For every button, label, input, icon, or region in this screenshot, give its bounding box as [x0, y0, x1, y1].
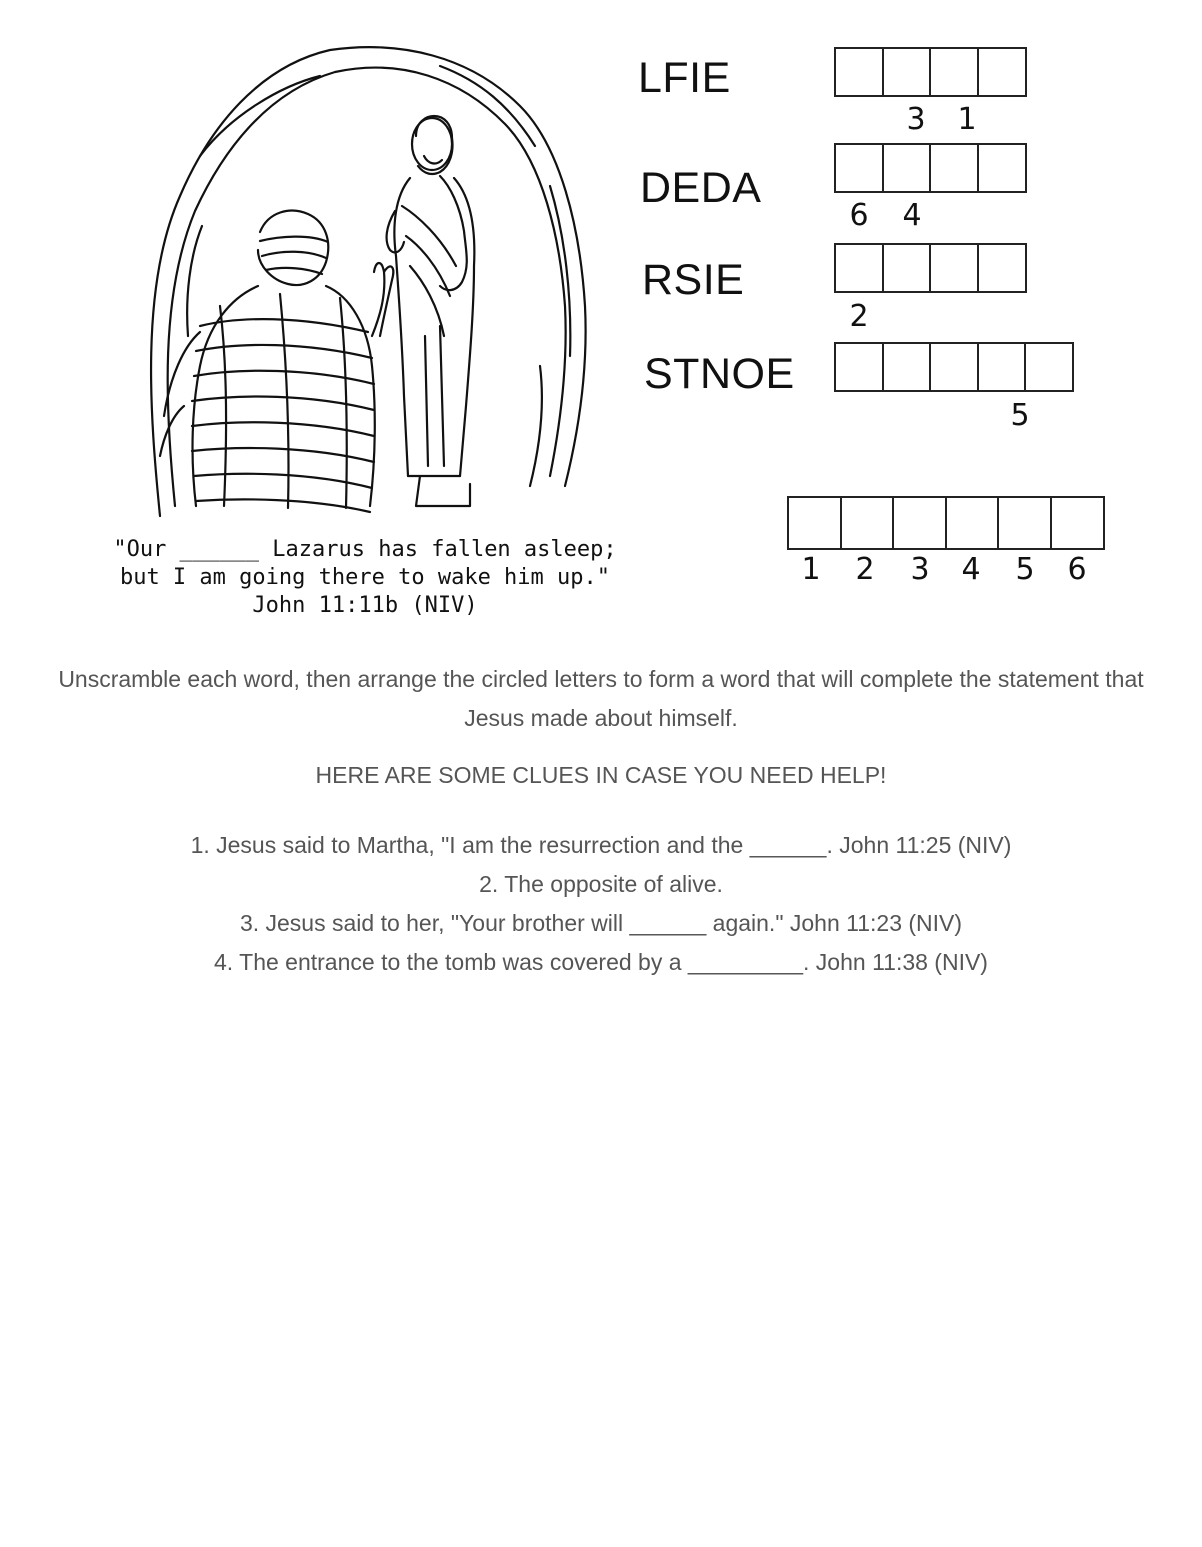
circle-number: 3 [906, 102, 926, 137]
letter-box[interactable] [1050, 496, 1105, 550]
answer-boxes-word-3[interactable] [834, 243, 1024, 293]
letter-box[interactable] [929, 243, 979, 293]
clues-heading: HERE ARE SOME CLUES IN CASE YOU NEED HELP! [315, 762, 887, 788]
final-number: 1 [801, 552, 821, 587]
letter-box[interactable] [882, 143, 932, 193]
circle-number: 6 [849, 198, 869, 233]
circle-number: 1 [957, 102, 977, 137]
letter-box[interactable] [834, 243, 884, 293]
letter-box[interactable] [977, 243, 1027, 293]
final-answer-boxes[interactable] [787, 496, 1102, 550]
circle-number: 4 [902, 198, 922, 233]
letter-box[interactable] [834, 143, 884, 193]
clue-item: 3. Jesus said to her, "Your brother will ______ again." John 11:23 (NIV) [239, 910, 963, 936]
letter-box[interactable] [892, 496, 947, 550]
verse-line-2: but I am going there to wake him up." [119, 565, 611, 590]
letter-box[interactable] [929, 342, 979, 392]
scrambled-word-2: DEDA [640, 164, 762, 212]
letter-box[interactable] [977, 47, 1027, 97]
letter-box[interactable] [1024, 342, 1074, 392]
scrambled-word-3: RSIE [642, 256, 745, 304]
letter-box[interactable] [787, 496, 842, 550]
letter-box[interactable] [977, 342, 1027, 392]
circle-number: 5 [1010, 398, 1030, 433]
letter-box[interactable] [882, 342, 932, 392]
letter-box[interactable] [997, 496, 1052, 550]
final-number: 5 [1015, 552, 1035, 587]
answer-boxes-word-1[interactable] [834, 47, 1024, 97]
final-number: 4 [961, 552, 981, 587]
final-number: 6 [1067, 552, 1087, 587]
letter-box[interactable] [945, 496, 1000, 550]
letter-box[interactable] [834, 47, 884, 97]
clue-item: 1. Jesus said to Martha, "I am the resurrection and the ______. John 11:25 (NIV) [190, 832, 1012, 858]
clues-list [30, 826, 1172, 982]
verse-line-1: "Our ______ Lazarus has fallen asleep; [113, 537, 617, 562]
final-number: 3 [910, 552, 930, 587]
scrambled-word-4: STNOE [644, 350, 795, 398]
letter-box[interactable] [977, 143, 1027, 193]
letter-box[interactable] [882, 243, 932, 293]
jesus-raising-lazarus-illustration [140, 36, 600, 526]
letter-box[interactable] [929, 143, 979, 193]
clue-item: 2. The opposite of alive. [479, 871, 723, 897]
answer-boxes-word-2[interactable] [834, 143, 1024, 193]
memory-verse [110, 536, 620, 620]
verse-reference: John 11:11b (NIV) [252, 593, 478, 618]
letter-box[interactable] [929, 47, 979, 97]
instructions-text: Unscramble each word, then arrange the circled letters to form a word that will complete the statement that Jesus made about himself. [58, 666, 1144, 731]
answer-boxes-word-4[interactable] [834, 342, 1072, 392]
final-number: 2 [855, 552, 875, 587]
letter-box[interactable] [882, 47, 932, 97]
circle-number: 2 [849, 299, 869, 334]
letter-box[interactable] [834, 342, 884, 392]
letter-box[interactable] [840, 496, 895, 550]
scrambled-word-1: LFIE [638, 54, 731, 102]
clue-item: 4. The entrance to the tomb was covered by a _________. John 11:38 (NIV) [214, 949, 988, 975]
